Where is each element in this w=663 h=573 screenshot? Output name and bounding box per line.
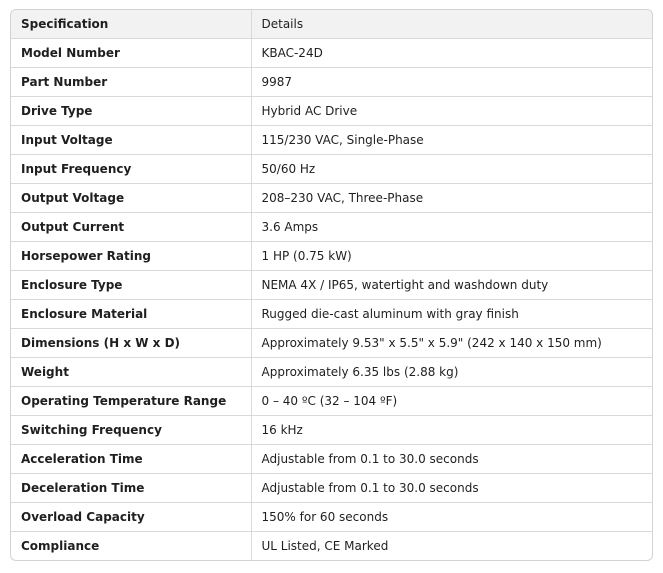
table-row bbox=[11, 241, 652, 270]
spec-value: Adjustable from 0.1 to 30.0 seconds bbox=[251, 444, 652, 473]
spec-value: Approximately 6.35 lbs (2.88 kg) bbox=[251, 357, 652, 386]
table-row bbox=[11, 328, 652, 357]
spec-value: 50/60 Hz bbox=[251, 154, 652, 183]
spec-name: Model Number bbox=[11, 38, 251, 67]
spec-name: Switching Frequency bbox=[11, 415, 251, 444]
column-header-specification: Specification bbox=[11, 10, 251, 38]
table-header-row bbox=[11, 10, 652, 38]
spec-name: Part Number bbox=[11, 67, 251, 96]
spec-name: Drive Type bbox=[11, 96, 251, 125]
table-row bbox=[11, 531, 652, 560]
spec-value: 208–230 VAC, Three-Phase bbox=[251, 183, 652, 212]
spec-name: Acceleration Time bbox=[11, 444, 251, 473]
spec-name: Horsepower Rating bbox=[11, 241, 251, 270]
spec-value: 0 – 40 ºC (32 – 104 ºF) bbox=[251, 386, 652, 415]
spec-name: Deceleration Time bbox=[11, 473, 251, 502]
spec-name: Overload Capacity bbox=[11, 502, 251, 531]
spec-name: Operating Temperature Range bbox=[11, 386, 251, 415]
spec-name: Enclosure Material bbox=[11, 299, 251, 328]
table-row bbox=[11, 444, 652, 473]
spec-value: Approximately 9.53" x 5.5" x 5.9" (242 x 140 x 150 mm) bbox=[251, 328, 652, 357]
table-row bbox=[11, 96, 652, 125]
spec-name: Compliance bbox=[21, 538, 100, 553]
spec-name: Input Voltage bbox=[11, 125, 251, 154]
spec-name: Output Voltage bbox=[11, 183, 251, 212]
spec-name: Enclosure Type bbox=[11, 270, 251, 299]
spec-name: Dimensions (H x W x D) bbox=[11, 328, 251, 357]
table-body bbox=[11, 38, 652, 560]
column-header-details: Details bbox=[251, 10, 652, 38]
table-row bbox=[11, 386, 652, 415]
spec-name: Weight bbox=[11, 357, 251, 386]
table-row bbox=[11, 212, 652, 241]
spec-value: 3.6 Amps bbox=[251, 212, 652, 241]
spec-value: KBAC-24D bbox=[251, 38, 652, 67]
table-row bbox=[11, 415, 652, 444]
spec-value: 1 HP (0.75 kW) bbox=[251, 241, 652, 270]
table-row bbox=[11, 125, 652, 154]
spec-name: Output Current bbox=[11, 212, 251, 241]
table-row bbox=[11, 502, 652, 531]
spec-value: 16 kHz bbox=[251, 415, 652, 444]
spec-value: Adjustable from 0.1 to 30.0 seconds bbox=[251, 473, 652, 502]
spec-table-container bbox=[10, 9, 653, 561]
table-row bbox=[11, 154, 652, 183]
table-row bbox=[11, 299, 652, 328]
table-row bbox=[11, 183, 652, 212]
table-row bbox=[11, 473, 652, 502]
spec-value: Hybrid AC Drive bbox=[251, 96, 652, 125]
spec-value: NEMA 4X / IP65, watertight and washdown duty bbox=[251, 270, 652, 299]
spec-value: 9987 bbox=[251, 67, 652, 96]
spec-table bbox=[11, 10, 652, 560]
table-row bbox=[11, 357, 652, 386]
spec-value: Rugged die-cast aluminum with gray finish bbox=[251, 299, 652, 328]
table-row bbox=[11, 67, 652, 96]
spec-value: 150% for 60 seconds bbox=[251, 502, 652, 531]
table-row bbox=[11, 270, 652, 299]
spec-value: 115/230 VAC, Single-Phase bbox=[251, 125, 652, 154]
spec-name: Input Frequency bbox=[11, 154, 251, 183]
spec-value: UL Listed, CE Marked bbox=[251, 531, 652, 560]
table-row bbox=[11, 38, 652, 67]
